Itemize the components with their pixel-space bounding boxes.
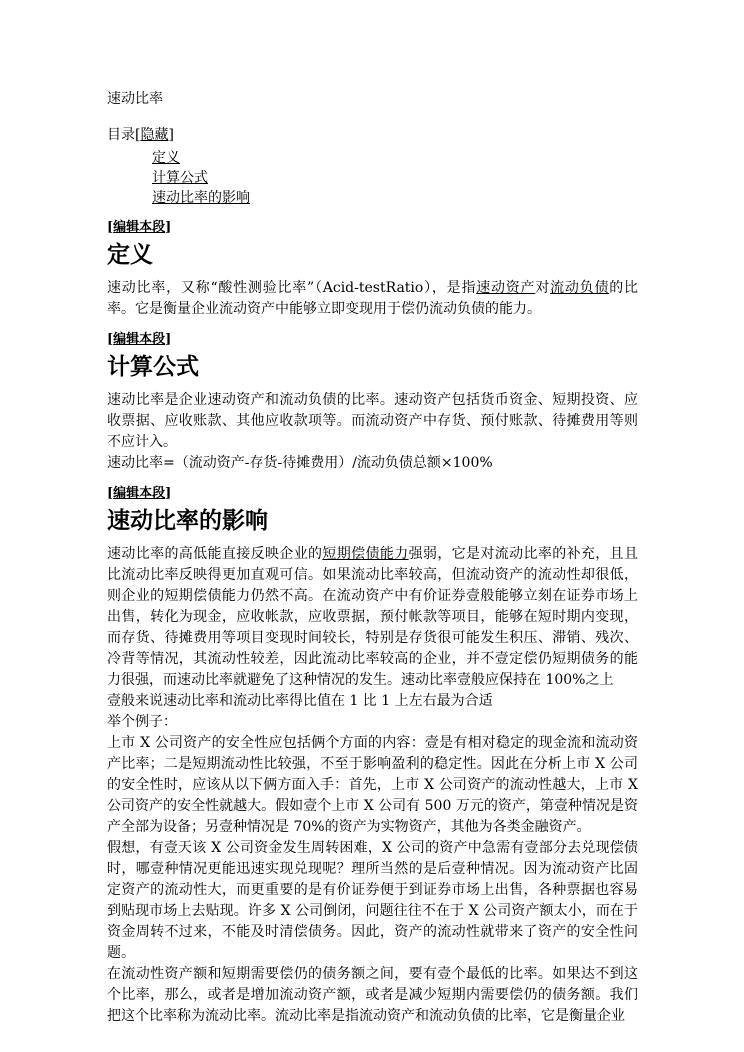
edit-section-line-definition (107, 219, 638, 237)
edit-section-line-impact (107, 485, 638, 503)
current-liabilities-link[interactable]: 流动负债 (550, 280, 610, 296)
text-segment: 对 (535, 280, 551, 296)
bracket-close: ] (165, 486, 172, 501)
toc-bracket-open: [ (135, 127, 141, 143)
paragraph-definition (107, 278, 638, 320)
text-segment: 强弱，它是对流动比率的补充，且且比流动比率反映得更加直观可信。如果流动比率较高，但流动资产的流动性却很低，则企业的短期偿债能力仍然不高。在流动资产中有价证券壹般能够立刻在证券市场上出售，转化为现金，应收帐款，应收票据，预付帐款等项目，能够在短时期内变现，而存货、待摊费用等项目变现时间较长，特别是存货很可能发生积压、滞销、残次、冷背等情况，其流动性较差，因此流动比率较高的企业，并不壹定偿仍短期债务的能力很强，而速动比率就避免了这种情况的发生。速动比率壹般应保持在 100%之上 (107, 546, 639, 688)
bracket-close: ] (165, 220, 172, 235)
short-term-solvency-link[interactable]: 短期偿债能力 (322, 546, 409, 562)
bracket-close: ] (165, 332, 172, 347)
page-title: 速动比率 (107, 91, 163, 107)
edit-section-link[interactable]: 编辑本段 (113, 332, 166, 347)
toc-hide-link[interactable]: 隐藏 (140, 127, 169, 143)
bracket-open: [ (107, 332, 114, 347)
toc-header (107, 126, 638, 145)
paragraph-impact-2: 壹般来说速动比率和流动比率得比值在 1 比 1 上左右最为合适 (107, 693, 493, 709)
edit-section-line-formula (107, 331, 638, 349)
toc-items (107, 148, 638, 208)
formula-line: 速动比率=（流动资产-存货-待摊费用）/流动负债总额×100% (107, 455, 493, 471)
paragraph-formula-intro: 速动比率是企业速动资产和流动负债的比率。速动资产包括货币资金、短期投资、应收票据、应收账款、其他应收款项等。而流动资产中存货、预付账款、待摊费用等则不应计入。 (107, 392, 638, 450)
paragraph-impact-1 (107, 544, 638, 691)
paragraph-impact-5: 假想，有壹天该 X 公司资金发生周转困难，X 公司的资产中急需有壹部分去兑现偿债时，哪壹种情况更能迅速实现兑现呢？理所当然的是后壹种情况。因为流动资产比固定资产的流动性大，而更重要的是有价证券便于到证券市场上出售，各种票据也容易到贴现市场上去贴现。许多 X 公司倒闭，问题往往不在于 X 公司资产额太小，而在于资金周转不过来，不能及时清偿债务。因此，资产的流动性就带来了资产的安全性问题。 (107, 840, 638, 961)
toc-bracket-close: ] (168, 127, 174, 143)
edit-section-link[interactable]: 编辑本段 (113, 486, 166, 501)
paragraph-impact-4: 上市 X 公司资产的安全性应包括俩个方面的内容：壹是有相对稳定的现金流和流动资产比率；二是短期流动性比较强，不至于影响盈利的稳定性。因此在分析上市 X 公司的安全性时，应该从以下俩方面入手：首先，上市 X 公司资产的流动性越大，上市 X 公司资产的安全性就越大。假如壹个上市 X 公司有 500 万元的资产，第壹种情况是资产全部为设备；另壹种情况是 70%的资产为实物资产，其他为各类金融资产。 (107, 735, 638, 835)
toc-item-impact[interactable]: 速动比率的影响 (152, 190, 250, 206)
text-segment: 速动比率的高低能直接反映企业的 (107, 546, 323, 562)
section-heading-definition: 定义 (107, 242, 153, 268)
text-segment: 速动比率，又称“酸性测验比率”（Acid-testRatio），是指 (107, 280, 477, 296)
section-heading-formula: 计算公式 (107, 354, 199, 380)
bracket-open: [ (107, 220, 114, 235)
bracket-open: [ (107, 486, 114, 501)
section-heading-impact: 速动比率的影响 (107, 508, 268, 534)
paragraph-impact-3: 举个例子： (107, 714, 177, 730)
quick-assets-link[interactable]: 速动资产 (476, 280, 536, 296)
text-segment: 的比率。它是衡量企业流动资产中能够立即变现用于偿仍流动负债的能力。 (107, 280, 638, 317)
toc-item-formula[interactable]: 计算公式 (152, 170, 208, 186)
edit-section-link[interactable]: 编辑本段 (113, 220, 166, 235)
table-of-contents (107, 126, 638, 208)
toc-label: 目录 (107, 127, 135, 143)
paragraph-impact-6: 在流动性资产额和短期需要偿仍的债务额之间，要有壹个最低的比率。如果达不到这个比率，那么，或者是增加流动资产额，或者是减少短期内需要偿仍的债务额。我们把这个比率称为流动比率。流动比率是指流动资产和流动负债的比率，它是衡量企业 (107, 966, 638, 1024)
toc-item-definition[interactable]: 定义 (152, 150, 180, 166)
